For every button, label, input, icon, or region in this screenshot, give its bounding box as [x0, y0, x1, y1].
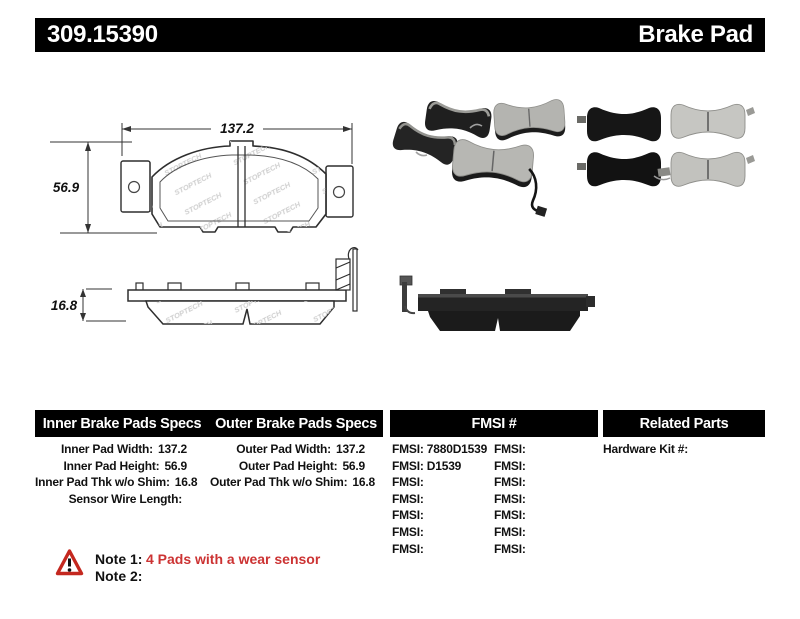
- fmsi-header: FMSI #: [471, 415, 517, 432]
- height-dim-label: 56.9: [52, 180, 80, 195]
- fmsi-row: FMSI:: [494, 442, 526, 456]
- fmsi-row: FMSI: D1539: [392, 458, 462, 473]
- fmsi-row: FMSI:: [494, 491, 526, 506]
- related-parts-row: Hardware Kit #:: [603, 442, 689, 456]
- thickness-dim-label: 16.8: [50, 298, 78, 313]
- spec-row: Inner Pad Thk w/o Shim: 16.8: [35, 475, 198, 490]
- outer-specs-column: [210, 441, 375, 491]
- front-view-drawing: [121, 141, 353, 232]
- pad-photo-angled-set: [391, 99, 566, 217]
- spec-row: Outer Pad Height: 56.9: [238, 458, 365, 473]
- fmsi-row: FMSI:: [494, 475, 526, 490]
- pad-photo-flat-set: [577, 104, 755, 186]
- width-dim-label: 137.2: [220, 121, 254, 136]
- fmsi-header-bar: [390, 410, 598, 437]
- left-ear-hole: [129, 182, 140, 193]
- fmsi-row: FMSI:: [392, 491, 424, 506]
- spec-row: Sensor Wire Length:: [68, 491, 182, 506]
- fmsi-row: FMSI:: [494, 508, 526, 523]
- right-ear-hole: [334, 187, 345, 198]
- header-bar: [35, 18, 765, 52]
- dimension-thickness: [51, 289, 126, 321]
- fmsi-row: FMSI:: [392, 524, 424, 539]
- fmsi-row: FMSI:: [392, 508, 424, 523]
- spec-row: Outer Pad Width: 137.2: [236, 442, 365, 456]
- fmsi-column-right: [494, 441, 592, 557]
- fmsi-row: FMSI:: [392, 541, 424, 556]
- spec-row: Inner Pad Width: 137.2: [60, 442, 187, 456]
- fmsi-row: FMSI:: [392, 475, 424, 490]
- side-view-drawing: [128, 248, 358, 324]
- fmsi-row: FMSI:: [494, 458, 526, 473]
- diagram-area: [0, 60, 800, 410]
- note1-text: 4 Pads with a wear sensor: [146, 551, 321, 567]
- fmsi-row: FMSI: 7880D1539: [392, 442, 488, 456]
- related-parts-column: [603, 441, 763, 458]
- related-parts-header-bar: [603, 410, 765, 437]
- spec-row: Inner Pad Height: 56.9: [63, 458, 187, 473]
- note1-label: Note 1:: [95, 551, 143, 567]
- specs-header-bar: [35, 410, 383, 437]
- outer-specs-header: Outer Brake Pads Specs: [215, 415, 377, 432]
- note2-label: Note 2:: [95, 568, 143, 584]
- inner-specs-header: Inner Brake Pads Specs: [42, 415, 202, 432]
- part-number: 309.15390: [47, 21, 158, 48]
- backing-plate: [128, 290, 346, 301]
- spec-row: Outer Pad Thk w/o Shim: 16.8: [210, 475, 375, 490]
- warning-icon: [55, 548, 84, 577]
- fmsi-row: FMSI:: [494, 524, 526, 539]
- related-parts-header: Related Parts: [639, 415, 729, 432]
- inner-specs-column: [35, 441, 198, 507]
- fmsi-column-left: [392, 441, 490, 557]
- fmsi-row: FMSI:: [494, 541, 526, 556]
- pad-photo-edge-view: [400, 276, 595, 331]
- friction-side-watermark: [146, 301, 334, 324]
- product-type-title: Brake Pad: [638, 21, 753, 48]
